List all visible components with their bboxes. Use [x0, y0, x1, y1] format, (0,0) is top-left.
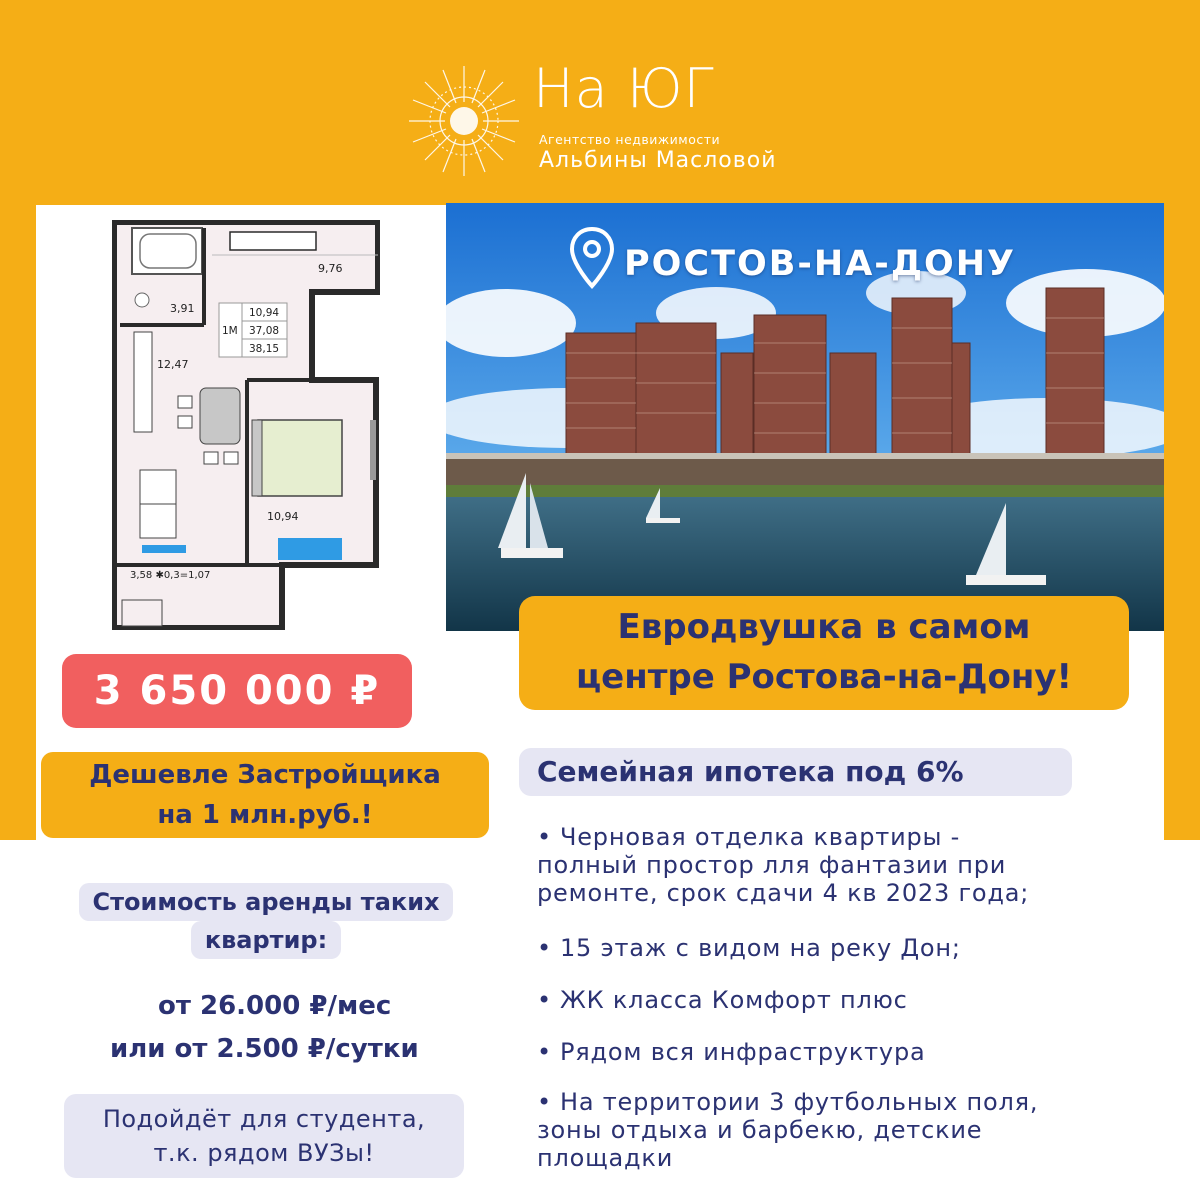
rent-prices [46, 985, 550, 1071]
feature-item: • 15 этаж с видом на реку Дон; [537, 934, 961, 962]
plan-label-kitchen: 12,47 [157, 358, 189, 371]
feature-item: • Рядом вся инфраструктура [537, 1038, 926, 1066]
headline-line-2: центре Ростова-на-Дону! [575, 657, 1073, 697]
headline [519, 596, 1129, 710]
mortgage-badge: Семейная ипотека под 6% [519, 748, 1072, 796]
plan-label-type: 1М [222, 325, 238, 337]
cheaper-line-1: Дешевле Застройщика [89, 760, 441, 790]
plan-label-bedroom: 10,94 [267, 510, 299, 523]
rent-daily: или от 2.500 ₽/сутки [110, 1034, 419, 1064]
bullet-icon: • [537, 986, 552, 1014]
plan-label-bath: 3,91 [170, 302, 195, 315]
plan-label-balcony: 3,58 ✱0,3=1,07 [130, 570, 211, 581]
student-note [64, 1094, 464, 1178]
left-frame [0, 0, 36, 840]
sun-icon [405, 62, 523, 180]
floorplan-image [112, 220, 380, 630]
city-title: РОСТОВ-НА-ДОНУ [624, 244, 1017, 284]
location-pin-icon [568, 226, 616, 290]
rent-title-line-2: квартир: [191, 921, 341, 959]
price-badge: 3 650 000 ₽ [62, 654, 412, 728]
rent-monthly: от 26.000 ₽/мес [158, 991, 392, 1021]
cheaper-line-2: на 1 млн.руб.! [157, 800, 373, 830]
agency-logo [405, 57, 825, 182]
feature-item: • ЖК класса Комфорт плюс [537, 986, 908, 1014]
bullet-icon: • [537, 823, 552, 851]
brand-name: На ЮГ [533, 57, 715, 120]
student-line-2: т.к. рядом ВУЗы! [153, 1139, 375, 1167]
plan-label-living: 10,94 [249, 307, 280, 319]
brand-subtitle: Агентство недвижимости [539, 132, 721, 147]
features-list [537, 823, 1137, 1199]
bullet-icon: • [537, 1038, 552, 1066]
right-frame [1164, 0, 1200, 840]
plan-label-total: 37,08 [249, 325, 280, 337]
feature-item: • Черновая отделка квартиры - полный простор лля фантазии при ремонте, срок сдачи 4 кв 2023 года; [537, 823, 1030, 907]
student-line-1: Подойдёт для студента, [102, 1105, 426, 1133]
headline-line-1: Евродвушка в самом [617, 607, 1031, 647]
cheaper-than-developer-badge [41, 752, 489, 838]
feature-item: • На территории 3 футбольных поля, зоны отдыха и барбекю, детские площадки [537, 1088, 1039, 1172]
plan-label-closet: 9,76 [318, 262, 343, 275]
rent-title-line-1: Стоимость аренды таких [79, 883, 454, 921]
bullet-icon: • [537, 1088, 552, 1116]
plan-label-gross: 38,15 [249, 343, 280, 355]
bullet-icon: • [537, 934, 552, 962]
brand-owner: Альбины Масловой [539, 148, 777, 173]
rent-title [46, 883, 486, 965]
